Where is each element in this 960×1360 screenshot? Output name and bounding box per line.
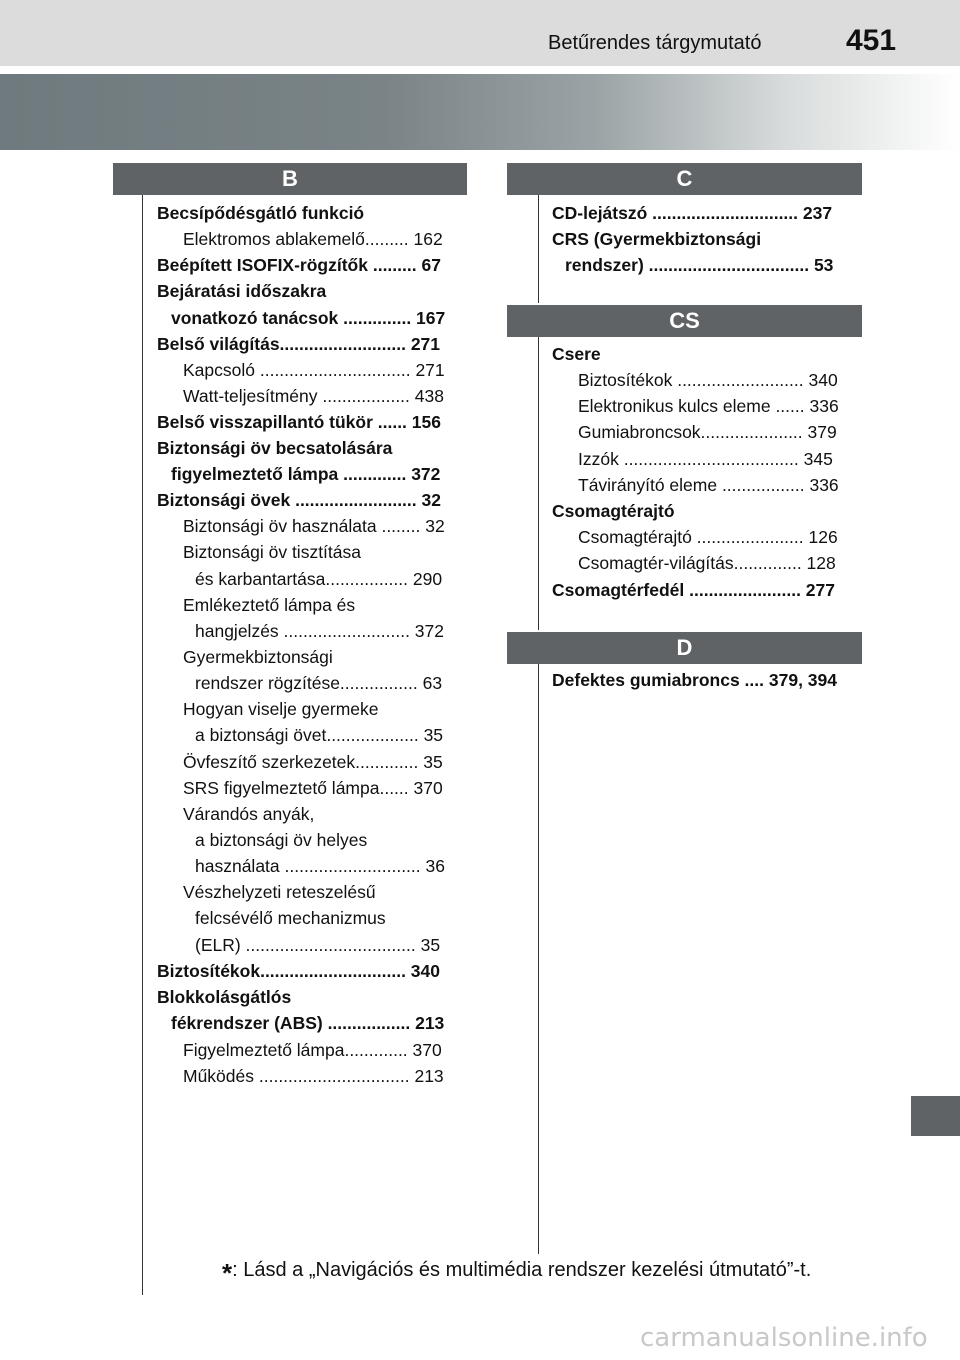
- index-subentry: Gumiabroncsok..................... 379: [578, 422, 837, 442]
- column-divider-c: [538, 195, 539, 303]
- index-subentry-cont: a biztonsági övet................... 35: [195, 725, 444, 745]
- index-entry-cont: figyelmeztető lámpa ............. 372: [171, 464, 441, 484]
- section-header-d: D: [507, 632, 862, 664]
- index-entry: Becsípődésgátló funkció: [157, 203, 365, 223]
- index-entry-cont: vonatkozó tanácsok .............. 167: [171, 308, 446, 328]
- column-divider-left: [142, 195, 143, 1295]
- index-subentry: Elektronikus kulcs eleme ...... 336: [578, 396, 839, 416]
- index-subentry: Működés ............................... 213: [183, 1066, 444, 1086]
- index-subentry: Watt-teljesítmény .................. 438: [183, 386, 444, 406]
- column-divider-d: [538, 664, 539, 1254]
- index-entry: Csomagtérfedél ....................... 277: [552, 580, 836, 600]
- footnote: [222, 1258, 811, 1289]
- index-subentry-cont: hangjelzés .......................... 372: [195, 621, 445, 641]
- index-subentry: Hogyan viselje gyermeke: [183, 699, 379, 719]
- index-entry: Biztonsági övek ......................... 32: [157, 490, 441, 510]
- header-bar: [0, 0, 960, 66]
- chapter-tab: [911, 1096, 960, 1136]
- index-subentry: Csomagtér-világítás.............. 128: [578, 553, 836, 573]
- index-subentry: SRS figyelmeztető lámpa...... 370: [183, 778, 443, 798]
- index-entry: Belső világítás.......................... 271: [157, 334, 441, 354]
- footnote-text: : Lásd a „Navigációs és multimédia rendszer kezelési útmutató”-t.: [232, 1259, 812, 1281]
- index-subentry: Elektromos ablakemelő......... 162: [183, 229, 443, 249]
- index-subentry-cont: a biztonsági öv helyes: [195, 830, 368, 850]
- column-divider-cs: [538, 337, 539, 630]
- index-entry-cont: rendszer) ................................. 53: [565, 255, 834, 275]
- page-title: Betűrendes tárgymutató: [548, 32, 762, 54]
- index-subentry: Gyermekbiztonsági: [183, 647, 333, 667]
- section-header-cs: CS: [507, 305, 862, 337]
- watermark: carmanualsonline.info: [640, 1323, 928, 1353]
- index-subentry: Biztonsági öv tisztítása: [183, 542, 361, 562]
- index-entry: Bejáratási időszakra: [157, 281, 327, 301]
- index-entry: Blokkolásgátlós: [157, 987, 292, 1007]
- index-entry: Defektes gumiabroncs .... 379, 394: [552, 670, 837, 690]
- section-header-c: C: [507, 163, 862, 195]
- index-subentry: Távirányító eleme ................. 336: [578, 475, 839, 495]
- index-subentry: Kapcsoló ............................... 271: [183, 360, 445, 380]
- index-subentry-cont: rendszer rögzítése................ 63: [195, 673, 443, 693]
- index-subentry-cont: felcsévélő mechanizmus: [195, 908, 386, 928]
- section-header-b: B: [113, 163, 467, 195]
- index-entry: Beépített ISOFIX-rögzítők ......... 67: [157, 255, 441, 275]
- index-entry: CRS (Gyermekbiztonsági: [552, 229, 762, 249]
- index-subentry: Várandós anyák,: [183, 804, 315, 824]
- index-subentry: Emlékeztető lámpa és: [183, 595, 356, 615]
- index-subentry: Vészhelyzeti reteszelésű: [183, 882, 376, 902]
- index-subentry: Biztonsági öv használata ........ 32: [183, 516, 445, 536]
- index-entry: Biztonsági öv becsatolására: [157, 438, 393, 458]
- index-entry-cont: fékrendszer (ABS) ................. 213: [171, 1013, 445, 1033]
- index-subentry: Övfeszítő szerkezetek............. 35: [183, 752, 443, 772]
- decorative-banner: [0, 74, 960, 150]
- index-subentry-cont: és karbantartása................. 290: [195, 569, 443, 589]
- index-subentry: Biztosítékok .......................... 340: [578, 370, 838, 390]
- index-subentry: Csomagtérajtó ...................... 126: [578, 527, 838, 547]
- footnote-star: *: [222, 1258, 233, 1288]
- page-number: 451: [846, 24, 897, 57]
- index-subentry: Figyelmeztető lámpa............. 370: [183, 1040, 442, 1060]
- index-subentry: Izzók .................................... 345: [578, 449, 833, 469]
- index-entry: CD-lejátszó .............................. 237: [552, 203, 833, 223]
- index-entry: Csomagtérajtó: [552, 501, 675, 521]
- index-subentry-cont: (ELR) ................................... 35: [195, 935, 441, 955]
- index-entry: Biztosítékok.............................. 340: [157, 961, 440, 981]
- index-entry: Belső visszapillantó tükör ...... 156: [157, 412, 441, 432]
- index-entry: Csere: [552, 344, 601, 364]
- index-subentry-cont: használata ............................ 36: [195, 856, 445, 876]
